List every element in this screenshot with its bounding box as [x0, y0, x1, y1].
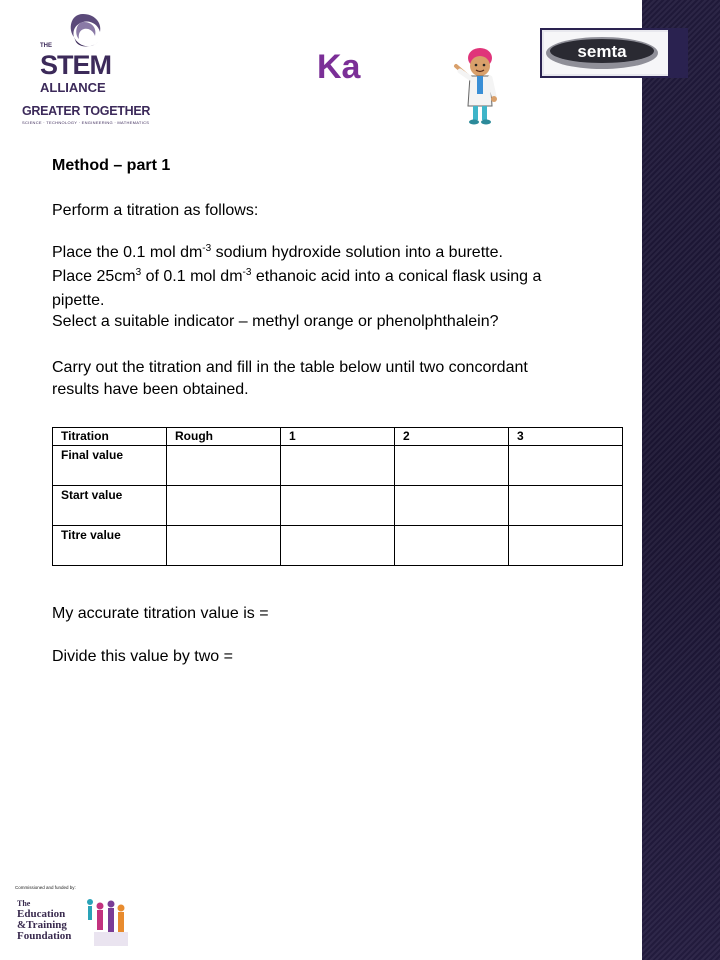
step-1-text-a: Place the 0.1 mol dm	[52, 244, 203, 261]
commissioned-by-text: Commissioned and funded by:	[15, 885, 76, 890]
step-2-text-a: Place 25cm	[52, 268, 136, 285]
table-row	[53, 486, 623, 526]
semta-logo-text: semta	[577, 42, 627, 61]
stem-logo-the: THE	[40, 43, 52, 49]
table-cell-input[interactable]	[395, 526, 509, 566]
etf-line-2: &Training	[17, 919, 67, 931]
method-step-2	[52, 266, 541, 287]
table-cell-input[interactable]	[281, 446, 395, 486]
table-row	[53, 526, 623, 566]
method-intro: Perform a titration as follows:	[52, 202, 259, 219]
table-cell-input[interactable]	[281, 526, 395, 566]
table-cell-input[interactable]	[509, 446, 623, 486]
table-header-cell: Titration	[53, 428, 167, 446]
divide-by-two-prompt: Divide this value by two =	[52, 648, 233, 665]
semta-logo	[540, 28, 688, 78]
etf-figures-icon	[84, 896, 130, 948]
stem-logo-alliance: ALLIANCE	[40, 80, 106, 95]
table-cell-input[interactable]	[395, 486, 509, 526]
page-title: Ka	[317, 48, 361, 86]
instruction-line-1: Carry out the titration and fill in the table below until two concordant	[52, 359, 528, 376]
stem-swirl-icon	[60, 10, 106, 54]
method-step-3: Select a suitable indicator – methyl orange or phenolphthalein?	[52, 313, 499, 330]
accurate-titration-prompt: My accurate titration value is =	[52, 605, 269, 622]
method-heading: Method – part 1	[52, 157, 171, 174]
etf-line-1: Education	[17, 908, 66, 920]
table-cell-input[interactable]	[167, 526, 281, 566]
decorative-side-band	[642, 0, 720, 960]
instruction-line-2: results have been obtained.	[52, 381, 249, 398]
stem-logo-tagline: GREATER TOGETHER	[22, 104, 151, 118]
step-2-text-c: ethanoic acid into a conical flask using a	[251, 268, 542, 285]
table-header-cell: Rough	[167, 428, 281, 446]
step-2-superscript-2: -3	[242, 267, 252, 278]
stem-logo-subtitle: SCIENCE · TECHNOLOGY · ENGINEERING · MATHEMATICS	[22, 120, 150, 125]
table-header-row	[53, 428, 623, 446]
method-step-2-continued: pipette.	[52, 292, 105, 309]
row-label-final-value: Final value	[53, 446, 167, 486]
etf-line-3: Foundation	[17, 930, 72, 942]
row-label-start-value: Start value	[53, 486, 167, 526]
etf-logo-text	[17, 896, 71, 942]
table-header-cell: 3	[509, 428, 623, 446]
titration-table	[52, 427, 623, 566]
scientist-cartoon-icon	[446, 44, 508, 126]
table-cell-input[interactable]	[281, 486, 395, 526]
table-cell-input[interactable]	[167, 486, 281, 526]
table-cell-input[interactable]	[509, 486, 623, 526]
stem-alliance-logo	[20, 10, 150, 128]
table-cell-input[interactable]	[509, 526, 623, 566]
stem-logo-stem: STEM	[40, 50, 112, 80]
table-row	[53, 446, 623, 486]
etf-the: The	[17, 899, 31, 908]
table-header-cell: 2	[395, 428, 509, 446]
table-cell-input[interactable]	[167, 446, 281, 486]
table-header-cell: 1	[281, 428, 395, 446]
table-cell-input[interactable]	[395, 446, 509, 486]
method-step-1	[52, 242, 503, 263]
step-1-text-b: sodium hydroxide solution into a burette.	[211, 244, 503, 261]
row-label-titre-value: Titre value	[53, 526, 167, 566]
step-2-superscript-1: 3	[135, 267, 142, 278]
step-1-superscript: -3	[202, 243, 212, 254]
step-2-text-b: of 0.1 mol dm	[141, 268, 243, 285]
